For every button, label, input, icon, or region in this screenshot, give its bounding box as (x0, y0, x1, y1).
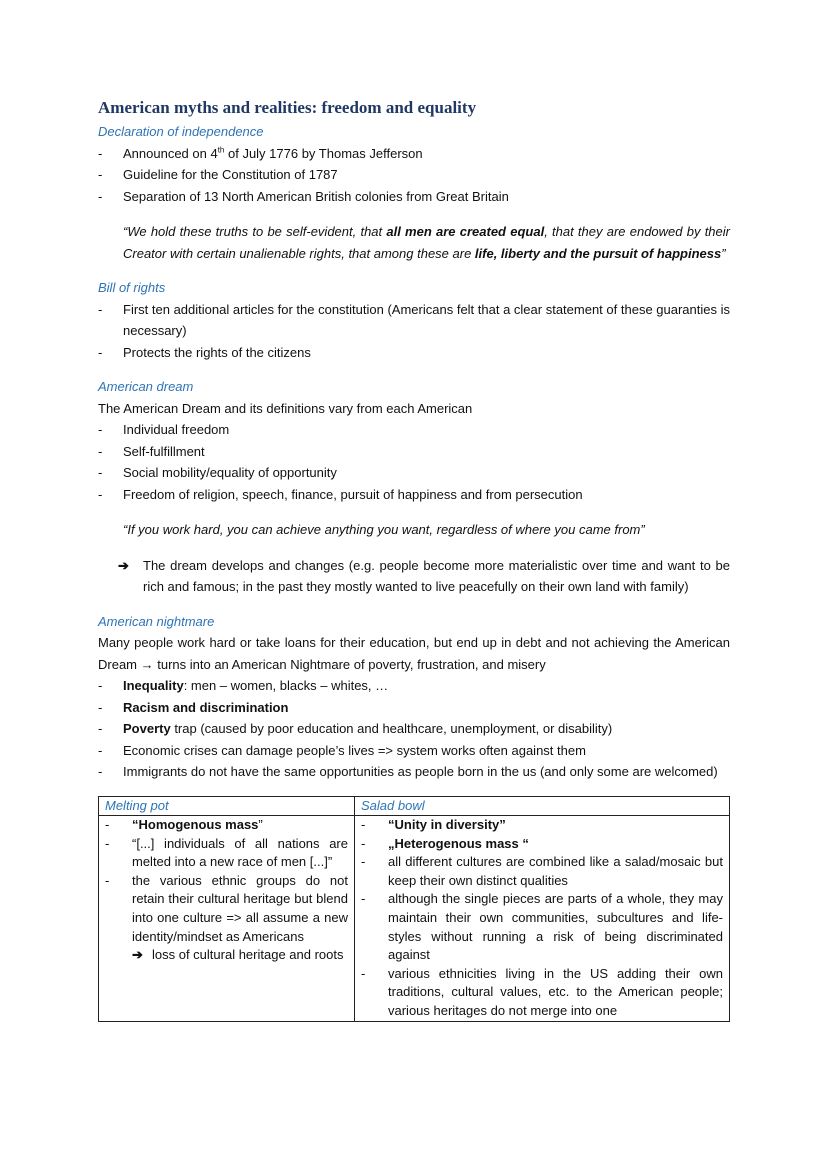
nightmare-list (98, 675, 730, 783)
comparison-table (98, 796, 730, 1022)
list-item: - Separation of 13 North American British colonies from Great Britain (98, 186, 730, 208)
list-item: - Freedom of religion, speech, finance, pursuit of happiness and from persecution (98, 484, 730, 506)
list-item: - “Unity in diversity” (361, 816, 723, 835)
list-item: - “Homogenous mass” (105, 816, 348, 835)
column-header-melting-pot: Melting pot (99, 796, 355, 816)
dream-quote: “If you work hard, you can achieve anything you want, regardless of where you came from” (123, 522, 645, 537)
dream-list (98, 419, 730, 505)
salad-bowl-cell (355, 816, 730, 1022)
arrow-icon: → (140, 656, 154, 672)
heading-bill-of-rights: Bill of rights (98, 280, 166, 295)
document-page (98, 96, 730, 1022)
list-item: - Protects the rights of the citizens (98, 342, 730, 364)
list-item: - Self-fulfillment (98, 441, 730, 463)
heading-american-nightmare: American nightmare (98, 613, 215, 629)
table-header-row (99, 796, 730, 816)
column-header-salad-bowl: Salad bowl (355, 796, 730, 816)
nightmare-intro: Many people work hard or take loans for their education, but end up in debt and not achieving the American Dream → turns into an American Nightmare of poverty, frustration, and misery (98, 635, 730, 672)
list-item: - although the single pieces are parts of a whole, they may maintain their own communities, subcultures and life-styles without running a risk of being discriminated against (361, 890, 723, 964)
dream-arrow-note: ➔ The dream develops and changes (e.g. people become more materialistic over time and want to be rich and famous; in the past they mostly wanted to live peacefully on their own land with family) (98, 555, 730, 598)
dream-intro: The American Dream and its definitions vary from each American (98, 400, 473, 416)
list-item: - „Heterogenous mass “ (361, 835, 723, 854)
heading-american-dream: American dream (98, 379, 194, 394)
declaration-quote: “We hold these truths to be self-evident, that all men are created equal, that they are endowed by their Creator with certain unalienable rights, that among these are life, liberty and the pursuit of happiness” (123, 224, 730, 261)
arrow-icon: ➔ (132, 947, 143, 963)
list-item: - Social mobility/equality of opportunity (98, 462, 730, 484)
bill-list (98, 299, 730, 364)
arrow-icon: ➔ (118, 557, 129, 573)
list-item: - First ten additional articles for the constitution (Americans felt that a clear statement of these guaranties is necessary) (98, 299, 730, 342)
list-item: - Individual freedom (98, 419, 730, 441)
list-item: - all different cultures are combined like a salad/mosaic but keep their own distinct qualities (361, 853, 723, 890)
list-item: - “[...] individuals of all nations are melted into a new race of men [...]” (105, 835, 348, 872)
melting-pot-cell (99, 816, 355, 1022)
list-item: - Poverty trap (caused by poor education and healthcare, unemployment, or disability) (98, 718, 730, 740)
list-item: - Economic crises can damage people’s lives => system works often against them (98, 740, 730, 762)
list-item: - Announced on 4th of July 1776 by Thomas Jefferson (98, 143, 730, 165)
table-row (99, 816, 730, 1022)
page-title: American myths and realities: freedom and equality (98, 98, 477, 117)
list-item: - various ethnicities living in the US adding their own traditions, cultural values, etc. to the American people; various heritages do not merge into one (361, 965, 723, 1021)
list-item: - Immigrants do not have the same opportunities as people born in the us (and only some are welcomed) (98, 761, 730, 783)
declaration-list (98, 143, 730, 208)
list-item: - the various ethnic groups do not retain their cultural heritage but blend into one culture => all assume a new identity/mindset as Americans (105, 872, 348, 946)
list-item: - Racism and discrimination (98, 697, 730, 719)
list-item: - Inequality: men – women, blacks – whites, … (98, 675, 730, 697)
melting-pot-arrow-note: ➔ loss of cultural heritage and roots (105, 946, 348, 965)
list-item: - Guideline for the Constitution of 1787 (98, 164, 730, 186)
heading-declaration: Declaration of independence (98, 124, 264, 139)
